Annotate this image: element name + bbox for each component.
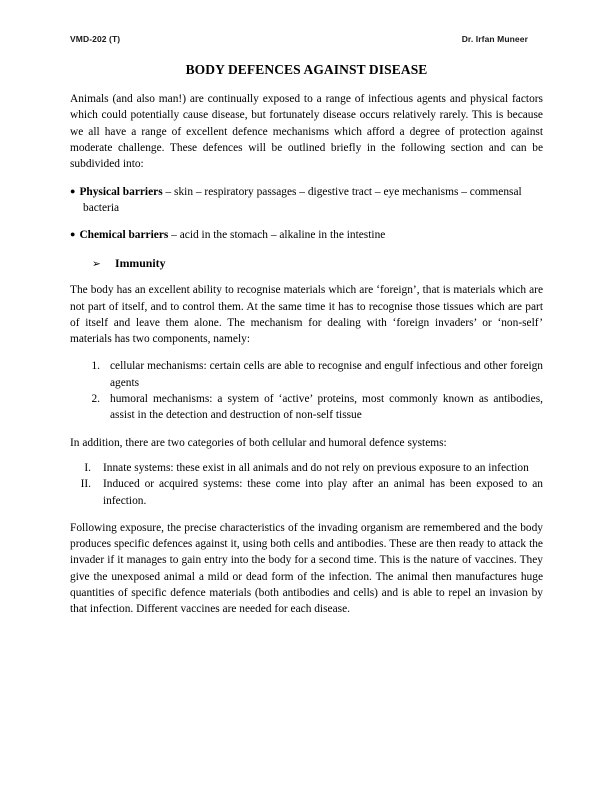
list-item [70,391,543,424]
list-marker: I. [84,461,91,474]
list-marker: 1. [91,360,100,373]
immunity-paragraph: The body has an excellent ability to recognise materials which are ‘foreign’, that is materials which are not part of itself, and to control them. At the same time it has to recognise those tissues which are part of itself and leave them alone. The mechanism for dealing with ‘foreign invaders’ or ‘non-self’ materials has two components, namely: [70,284,543,346]
bullet-icon: ● [70,185,76,196]
list-item [70,476,543,509]
bullet-item-chemical-barriers [70,227,543,243]
list-marker: II. [80,478,91,491]
bullet-lead-label: Physical barriers [79,185,163,198]
list-item [70,358,543,391]
list-item-text: humoral mechanisms: a system of ‘active’ proteins, most commonly known as antibodies, assist in the detection and destruction of non-self tissue [110,393,543,422]
arrowhead-icon: ➢ [92,257,101,270]
bullet-lead-label: Chemical barriers [79,229,169,242]
list-item-text: Induced or acquired systems: these come into play after an animal has been exposed to an infection. [103,478,543,507]
list-marker: 2. [91,393,100,406]
list-item-text: Innate systems: these exist in all animals and do not rely on previous exposure to an infection [103,461,529,474]
list-item-text: cellular mechanisms: certain cells are able to recognise and engulf infectious and other foreign agents [110,360,543,389]
bullet-detail-text: – acid in the stomach – alkaline in the intestine [168,229,386,242]
course-code: VMD-202 (T) [70,34,121,44]
running-header [70,34,528,44]
page-title: BODY DEFENCES AGAINST DISEASE [185,62,428,77]
instructor-name: Dr. Irfan Muneer [461,34,528,44]
closing-paragraph: Following exposure, the precise characteristics of the invading organism are remembered and the body produces specific defences against it, using both cells and antibodies. These are then ready to attack the invader if it manages to gain entry into the body for a second time. This is the nature of vaccines. They give the unexposed animal a mild or dead form of the infection. The animal then manufactures huge quantities of specific defence materials (both antibodies and cells) and is able to repel an invasion by that infection. Different vaccines are needed for each disease. [70,521,543,616]
bullet-icon: ● [70,229,76,240]
categories-list [70,460,543,509]
categories-lead-paragraph: In addition, there are two categories of both cellular and humoral defence systems: [70,436,447,449]
section-heading-immunity [70,255,543,272]
mechanisms-list [70,358,543,423]
list-item [70,460,543,476]
bullet-item-physical-barriers [70,184,543,217]
bullet-detail-text: – skin – respiratory passages – digestive tract – eye mechanisms – commensal bacteria [83,185,522,214]
document-body [70,62,543,629]
intro-paragraph: Animals (and also man!) are continually exposed to a range of infectious agents and physical factors which could potentially cause disease, but fortunately disease occurs relatively rarely. This is because we all have a range of excellent defence mechanisms which afford a degree of protection against moderate challenge. These defences will be outlined briefly in the following section and can be subdivided into: [70,93,543,171]
section-heading-label: Immunity [115,255,166,270]
